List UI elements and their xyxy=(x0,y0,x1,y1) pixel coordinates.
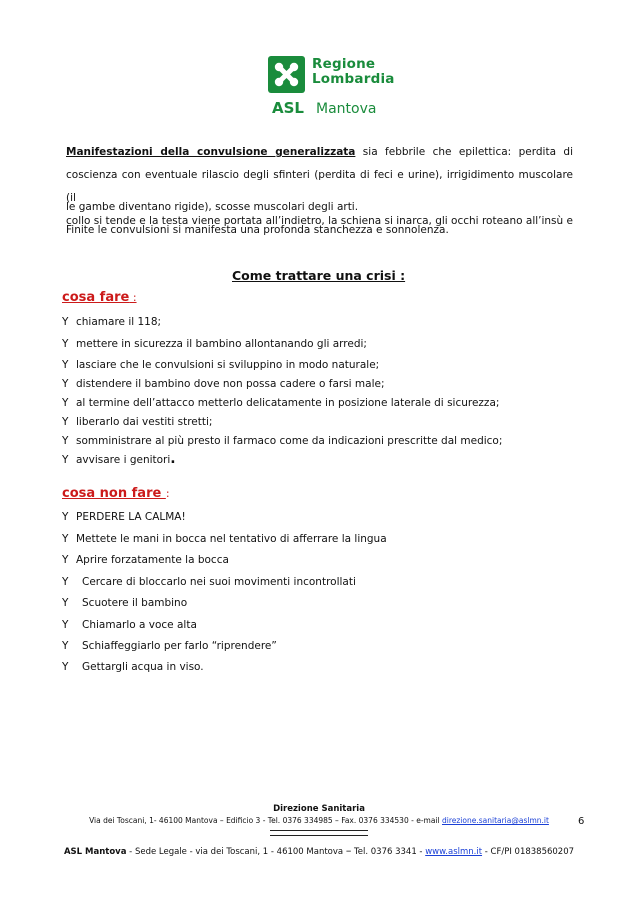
logo-asl: ASL xyxy=(272,99,304,117)
cosa-fare-colon: : xyxy=(129,291,137,304)
list-item xyxy=(62,554,229,566)
intro-line-3: collo si tende e la testa viene portata all’indietro, la schiena si inarca, gli occhi roteano all’insù e xyxy=(66,215,573,227)
list-item xyxy=(62,533,387,545)
intro-line-4: le gambe diventano rigide), scosse muscolari degli arti. xyxy=(66,201,359,213)
intro-heading: Manifestazioni della convulsione generalizzata xyxy=(66,146,356,158)
list-item-text: Aprire forzatamente la bocca xyxy=(76,554,229,566)
list-item xyxy=(62,511,186,523)
intro-line-2: coscienza con eventuale rilascio degli sfinteri (perdita di feci e urine), irrigidimento muscolare (il xyxy=(66,169,573,204)
footer-legal-name: ASL Mantova xyxy=(63,847,127,857)
logo-city: Mantova xyxy=(315,101,377,117)
cosa-non-fare-heading xyxy=(62,486,170,501)
cosa-fare-label: cosa fare xyxy=(62,290,130,305)
page-number: 6 xyxy=(578,816,585,827)
list-item-text: PERDERE LA CALMA! xyxy=(76,511,186,523)
footer-legal-dash: – xyxy=(345,844,352,857)
lombardia-rose-icon xyxy=(268,56,305,93)
list-item-text: al termine dell’attacco metterlo delicatamente in posizione laterale di sicurezza; xyxy=(76,397,500,409)
cosa-non-fare-label: cosa non fare xyxy=(62,486,166,501)
bullet-icon: Y xyxy=(62,316,69,328)
list-item-text: Cercare di bloccarlo nei suoi movimenti incontrollati xyxy=(82,576,356,588)
bullet-icon: Y xyxy=(62,533,69,545)
footer-direzione: Direzione Sanitaria xyxy=(273,804,365,814)
logo-line2: Lombardia xyxy=(312,71,395,87)
list-item-text: liberarlo dai vestiti stretti; xyxy=(76,416,213,428)
list-item-text: Schiaffeggiarlo per farlo “riprendere” xyxy=(82,640,277,652)
intro-line1-rest: sia febbrile che epilettica: perdita di xyxy=(355,146,574,158)
bullet-icon: Y xyxy=(62,416,69,428)
list-item-text: avvisare i genitori xyxy=(76,454,171,466)
footer-website-link[interactable]: www.aslmn.it xyxy=(425,847,483,857)
bullet-icon: Y xyxy=(62,661,69,673)
bullet-icon: Y xyxy=(62,640,69,652)
intro-after: Finite le convulsioni si manifesta una profonda stanchezza e sonnolenza. xyxy=(66,224,449,236)
list-item-text: somministrare al più presto il farmaco come da indicazioni prescritte dal medico; xyxy=(76,435,503,447)
list-item xyxy=(62,378,385,390)
cosa-non-fare-colon: : xyxy=(165,487,170,500)
logo-asl-mantova xyxy=(272,99,376,117)
list-item-text: Chiamarlo a voce alta xyxy=(82,619,197,631)
footer-rule-bottom xyxy=(270,835,368,836)
footer-email-link[interactable]: direzione.sanitaria@aslmn.it xyxy=(441,816,549,825)
list-item-text: mettere in sicurezza il bambino allontanando gli arredi; xyxy=(76,338,367,350)
list-item-text: chiamare il 118; xyxy=(76,316,162,328)
bullet-icon: Y xyxy=(62,359,69,371)
footer-rule-top xyxy=(270,830,368,831)
list-item xyxy=(62,661,204,673)
bullet-icon: Y xyxy=(62,619,69,631)
cosa-fare-heading xyxy=(62,290,137,305)
list-item xyxy=(62,619,197,631)
list-end-dot: . xyxy=(170,451,176,467)
list-item-text: distendere il bambino dove non possa cadere o farsi male; xyxy=(76,378,385,390)
list-item xyxy=(62,397,499,409)
bullet-icon: Y xyxy=(62,511,69,523)
bullet-icon: Y xyxy=(62,435,69,447)
bullet-icon: Y xyxy=(62,454,69,466)
logo-wordmark xyxy=(312,57,395,87)
bullet-icon: Y xyxy=(62,597,69,609)
list-item-text: Scuotere il bambino xyxy=(82,597,188,609)
bullet-icon: Y xyxy=(62,378,69,390)
section-title: Come trattare una crisi : xyxy=(232,268,406,283)
footer-address xyxy=(0,816,638,825)
list-item xyxy=(62,435,502,447)
footer-address-text: Via dei Toscani, 1- 46100 Mantova – Edificio 3 - Tel. 0376 334985 – Fax. 0376 334530 - e-mail xyxy=(89,816,442,825)
list-item xyxy=(62,576,356,588)
bullet-icon: Y xyxy=(62,576,69,588)
intro-paragraph xyxy=(66,141,573,233)
intro-line-1 xyxy=(66,141,573,164)
list-item-text: Mettete le mani in bocca nel tentativo di afferrare la lingua xyxy=(76,533,387,545)
logo-line1: Regione xyxy=(312,56,376,72)
list-item-text: Gettargli acqua in viso. xyxy=(82,661,204,673)
regione-lombardia-logo xyxy=(268,56,398,120)
list-item xyxy=(62,640,277,652)
list-item xyxy=(62,451,176,467)
list-item xyxy=(62,338,367,350)
bullet-icon: Y xyxy=(62,397,69,409)
bullet-icon: Y xyxy=(62,338,69,350)
footer-legal xyxy=(0,844,638,857)
list-item xyxy=(62,416,212,428)
list-item xyxy=(62,597,187,609)
bullet-icon: Y xyxy=(62,554,69,566)
list-item xyxy=(62,316,161,328)
footer-legal-tel: Tel. 0376 3341 - xyxy=(351,847,426,857)
list-item-text: lasciare che le convulsioni si sviluppino in modo naturale; xyxy=(76,359,380,371)
list-item xyxy=(62,359,379,371)
footer-legal-end: - CF/PI 01838560207 xyxy=(482,847,575,857)
footer-legal-mid: - Sede Legale - via dei Toscani, 1 - 46100 Mantova xyxy=(126,847,346,857)
